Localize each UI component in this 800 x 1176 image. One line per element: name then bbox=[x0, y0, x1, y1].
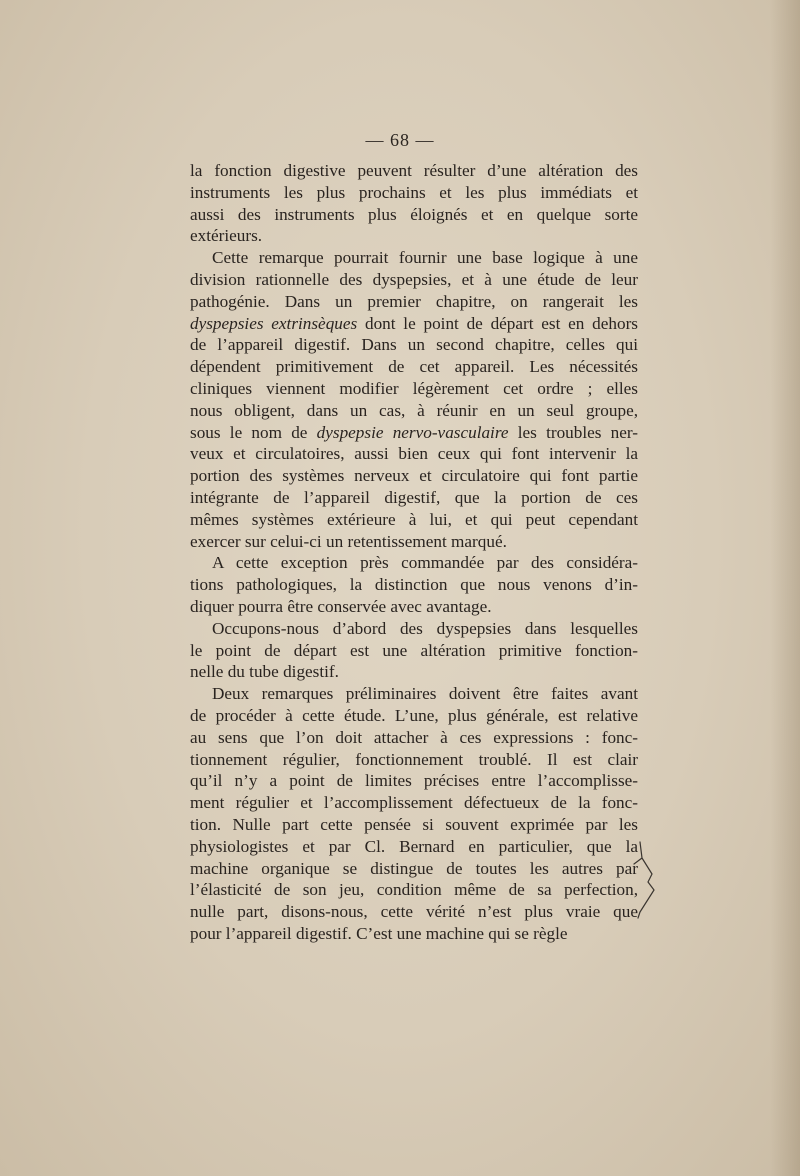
text-line: pour l’appareil digestif. C’est une machine qui se règle bbox=[190, 923, 568, 943]
text-line: l’élasticité de son jeu, condition même de sa perfection, bbox=[190, 880, 638, 900]
text-line: mêmes systèmes extérieure à lui, et qui peut cependant bbox=[190, 509, 638, 529]
text-line: de l’appareil digestif. Dans un second chapitre, celles qui bbox=[190, 335, 638, 355]
text-line: la fonction digestive peuvent résulter d’une altération des bbox=[190, 161, 638, 180]
text-line: nelle du tube digestif. bbox=[190, 662, 339, 682]
text-line: Occupons-nous d’abord des dyspepsies dans lesquelles bbox=[212, 618, 638, 638]
italic-term: dyspepsies extrinsèques bbox=[190, 313, 358, 333]
text-line: diquer pourra être conservée avec avantage. bbox=[190, 596, 492, 616]
text-line: A cette exception près commandée par des considéra- bbox=[212, 553, 638, 573]
text-line: pathogénie. Dans un premier chapitre, on rangerait les bbox=[190, 291, 638, 311]
paragraph bbox=[190, 552, 638, 617]
text-line: tionnement régulier, fonctionnement troublé. Il est clair bbox=[190, 749, 638, 769]
text-line: intégrante de l’appareil digestif, que la portion de ces bbox=[190, 487, 638, 507]
text-line: instruments les plus prochains et les plus immédiats et bbox=[190, 182, 638, 202]
page-edge-shadow bbox=[770, 0, 800, 1176]
text-line: tions pathologiques, la distinction que nous venons d’in- bbox=[190, 575, 638, 595]
text-line: dépendent primitivement de cet appareil. Les nécessités bbox=[190, 357, 638, 377]
text-line: Deux remarques préliminaires doivent être faites avant bbox=[212, 684, 638, 704]
text-line: qu’il n’y a point de limites précises entre l’accomplisse- bbox=[190, 771, 638, 791]
text-line: nous obligent, dans un cas, à réunir en un seul groupe, bbox=[190, 400, 638, 420]
page-number: — 68 — bbox=[365, 130, 435, 150]
text-line: tion. Nulle part cette pensée si souvent exprimée par les bbox=[190, 814, 638, 834]
text-line bbox=[190, 422, 638, 444]
italic-term: dyspepsie nervo-vasculaire bbox=[316, 422, 509, 442]
text-segment: sous le nom de bbox=[190, 422, 317, 442]
body-text bbox=[190, 160, 638, 945]
text-line: aussi des instruments plus éloignés et en quelque sorte bbox=[190, 204, 638, 224]
text-line: le point de départ est une altération primitive fonction- bbox=[190, 640, 638, 660]
paragraph bbox=[190, 247, 638, 552]
text-segment: les troubles ner- bbox=[508, 422, 639, 442]
text-line: portion des systèmes nerveux et circulatoire qui font partie bbox=[190, 466, 638, 486]
text-line: physiologistes et par Cl. Bernard en particulier, que la bbox=[190, 836, 638, 856]
text-line: de procéder à cette étude. L’une, plus générale, est relative bbox=[190, 705, 638, 725]
text-line: exercer sur celui-ci un retentissement marqué. bbox=[190, 531, 507, 551]
text-line: Cette remarque pourrait fournir une base logique à une bbox=[212, 248, 638, 268]
text-line bbox=[190, 313, 638, 335]
paragraph bbox=[190, 618, 638, 683]
text-line: machine organique se distingue de toutes les autres par bbox=[190, 858, 638, 878]
paragraph bbox=[190, 683, 638, 945]
text-line: veux et circulatoires, aussi bien ceux qui font intervenir la bbox=[190, 444, 638, 464]
text-segment: dont le point de départ est en dehors bbox=[357, 313, 638, 333]
pencil-margin-mark bbox=[630, 838, 660, 948]
text-line: extérieurs. bbox=[190, 226, 263, 246]
text-line: division rationnelle des dyspepsies, et à une étude de leur bbox=[190, 269, 638, 289]
text-line: cliniques viennent modifier légèrement cet ordre ; elles bbox=[190, 378, 638, 398]
text-line: ment régulier et l’accomplissement défectueux de la fonc- bbox=[190, 793, 638, 813]
text-line: nulle part, disons-nous, cette vérité n’est plus vraie que bbox=[190, 902, 638, 922]
text-line: au sens que l’on doit attacher à ces expressions : fonc- bbox=[190, 727, 638, 747]
paragraph bbox=[190, 160, 638, 247]
